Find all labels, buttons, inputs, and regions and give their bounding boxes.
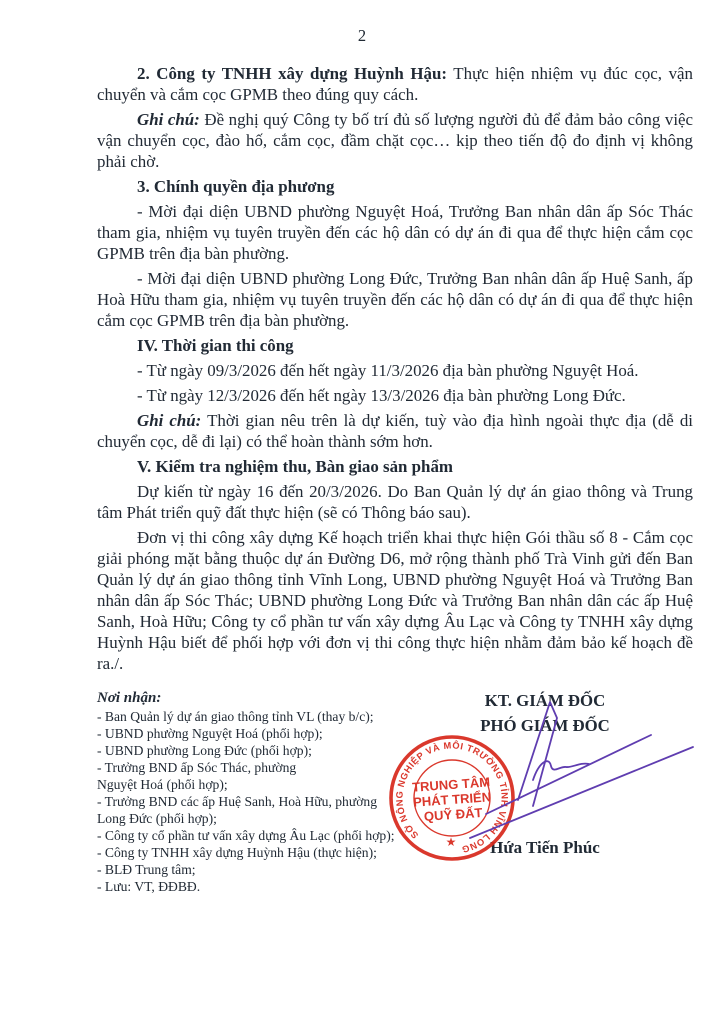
stamp-center-line-3: QUỸ ĐẤT <box>423 804 483 824</box>
recipient-line: - BLĐ Trung tâm; <box>97 862 196 877</box>
recipient-line: - Lưu: VT, ĐĐBĐ. <box>97 879 201 894</box>
recipient-line: - Ban Quản lý dự án giao thông tỉnh VL (thay b/c); <box>97 709 374 724</box>
note-1-text: Đề nghị quý Công ty bố trí đủ số lượng người đủ để đảm bảo công việc vận chuyển cọc, đào hố, cắm cọc, đầm chặt cọc… kịp theo tiến độ đo định vị không phải chờ. <box>97 110 694 171</box>
signature-position-line-1: KT. GIÁM ĐỐC <box>484 691 606 710</box>
signature-stroke-line-2 <box>470 747 693 838</box>
paragraph-acceptance: Dự kiến từ ngày 16 đến 20/3/2026. Do Ban Quản lý dự án giao thông và Trung tâm Phát triển quỹ đất thực hiện (sẽ có Thông báo sau). <box>97 482 693 522</box>
paragraph-company <box>97 63 693 105</box>
paragraph-note-2 <box>97 410 693 452</box>
recipients-title: Nơi nhận: <box>97 690 162 706</box>
stamp-center-line-1: TRUNG TÂM <box>411 774 491 795</box>
paragraph-time-1: - Từ ngày 09/3/2026 đến hết ngày 11/3/2026 địa bàn phường Nguyệt Hoá. <box>137 361 639 380</box>
paragraph-local-gov-2: - Mời đại diện UBND phường Long Đức, Trưởng Ban nhân dân ấp Huệ Sanh, ấp Hoà Hữu tham gia, nhiệm vụ tuyên truyền đến các hộ dân có dự án đi qua để thực hiện cắm cọc GPMB trên địa bàn phường. <box>97 269 693 330</box>
signer-name: Hứa Tiến Phúc <box>490 838 600 857</box>
heading-local-government: 3. Chính quyền địa phương <box>137 177 335 196</box>
paragraph-note-1 <box>97 109 693 172</box>
page-number: 2 <box>357 26 367 45</box>
paragraph-local-gov-1: - Mời đại diện UBND phường Nguyệt Hoá, Trưởng Ban nhân dân ấp Sóc Thác tham gia, nhiệm vụ tuyên truyền đến các hộ dân có dự án đi qua để thực hiện cắm cọc GPMB trên địa bàn phường. <box>97 202 693 263</box>
handwritten-signature <box>440 690 705 845</box>
paragraph-time-2: - Từ ngày 12/3/2026 đến hết ngày 13/3/2026 địa bàn phường Long Đức. <box>137 386 626 405</box>
heading-acceptance: V. Kiểm tra nghiệm thu, Bàn giao sản phẩm <box>137 457 453 476</box>
note-2-label: Ghi chú: <box>137 411 202 430</box>
recipient-line: - UBND phường Long Đức (phối hợp); <box>97 743 312 758</box>
company-heading: 2. Công ty TNHH xây dựng Huỳnh Hậu: <box>137 64 447 83</box>
recipient-line: - UBND phường Nguyệt Hoá (phối hợp); <box>97 726 323 741</box>
company-text: Thực hiện nhiệm vụ đúc cọc, vận chuyển và cắm cọc GPMB theo đúng quy cách. <box>97 64 693 104</box>
recipient-line: - Trưởng BND các ấp Huệ Sanh, Hoà Hữu, phường <box>97 794 378 809</box>
recipient-line: - Công ty TNHH xây dựng Huỳnh Hậu (thực hiện); <box>97 845 377 860</box>
stamp-center-line-2: PHÁT TRIỂN <box>412 789 492 810</box>
heading-construction-time: IV. Thời gian thi công <box>137 336 294 355</box>
recipient-line: Nguyệt Hoá (phối hợp); <box>97 777 228 792</box>
signature-stroke-spike <box>518 702 557 806</box>
paragraph-closing: Đơn vị thi công xây dựng Kế hoạch triển khai thực hiện Gói thầu số 8 - Cắm cọc giải phóng mặt bằng thuộc dự án Đường D6, mở rộng thành phố Trà Vinh gửi đến Ban Quản lý dự án giao thông tỉnh Vĩnh Long, UBND phường Nguyệt Hoá và Trưởng Ban nhân dân ấp Sóc Thác; UBND phường Long Đức và Trưởng Ban nhân dân các ấp Huệ Sanh, Hoà Hữu; Công ty cổ phần tư vấn xây dựng Âu Lạc và Công ty TNHH xây dựng Huỳnh Hậu biết để phối hợp với đơn vị thi công thực hiện nhằm đảm bảo kế hoạch đề ra./. <box>97 528 693 673</box>
signature-position-line-2: PHÓ GIÁM ĐỐC <box>480 716 610 735</box>
recipient-line: - Trưởng BND ấp Sóc Thác, phường <box>97 760 297 775</box>
note-1-label: Ghi chú: <box>137 110 200 129</box>
recipient-line: - Công ty cổ phần tư vấn xây dựng Âu Lạc (phối hợp); <box>97 828 395 843</box>
stamp-ring-text: SỞ NÔNG NGHIỆP VÀ MÔI TRƯỜNG TỈNH VĨNH LONG <box>394 740 510 855</box>
document-body <box>97 63 693 678</box>
recipient-line: Long Đức (phối hợp); <box>97 811 217 826</box>
note-2-text: Thời gian nêu trên là dự kiến, tuỳ vào địa hình ngoài thực địa (dễ di chuyển cọc, dễ đi lại) có thể hoàn thành sớm hơn. <box>97 411 693 451</box>
stamp-star-icon: ★ <box>445 835 457 849</box>
recipients-block <box>97 688 417 895</box>
